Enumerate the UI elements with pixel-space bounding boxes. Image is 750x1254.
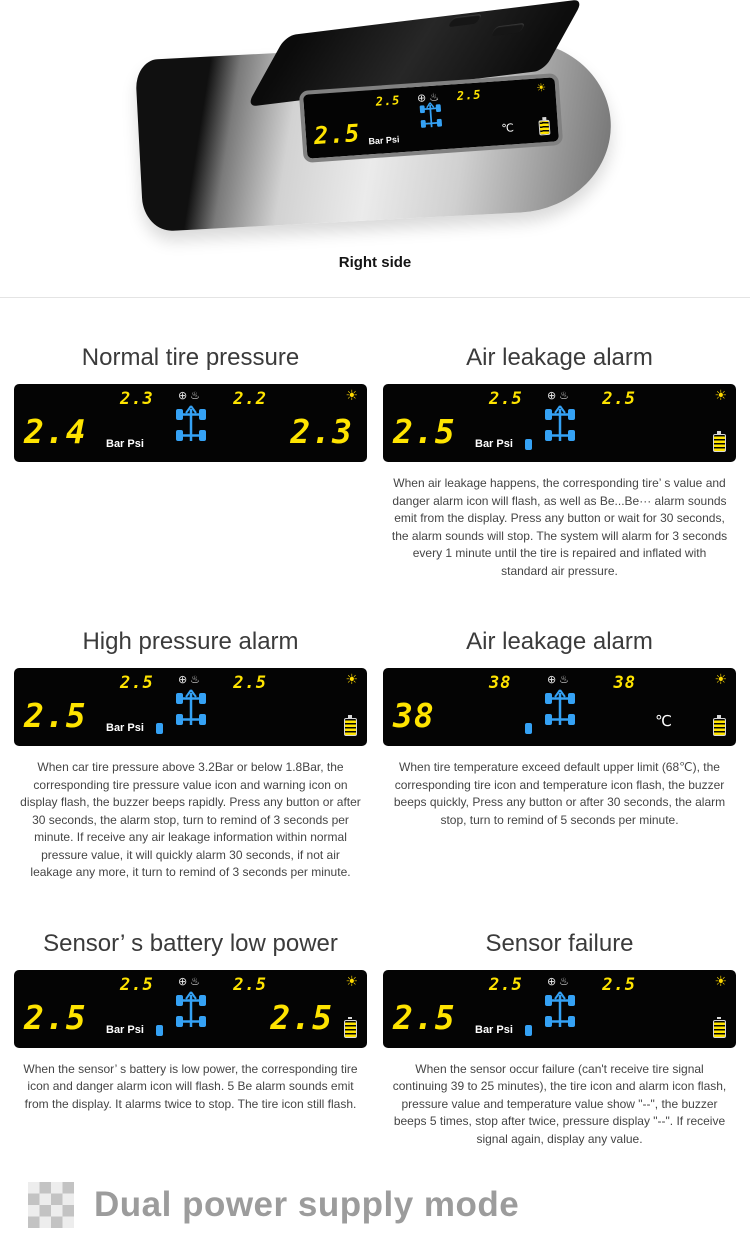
- pressure-value-front-right: 2.3: [290, 412, 353, 451]
- signal-icon: ⊕: [416, 91, 430, 105]
- battery-icon: [713, 718, 726, 736]
- pressure-value-rear-right: 2.2: [233, 389, 267, 409]
- footer: [0, 1148, 750, 1254]
- temperature-value-rear-right: 38: [613, 673, 636, 694]
- alarm-icon: ♨: [559, 673, 573, 687]
- pressure-value-front-left: 2.5: [24, 696, 87, 736]
- pressure-value-front-left: 2.5: [24, 997, 87, 1037]
- feature-description: When the sensor’ s battery is low power, the corresponding tire icon and danger alarm icon will flash. 5 Be alarm sounds emit from the display. It alarms twice to stop. The tire icon still flash.: [23, 1061, 358, 1111]
- feature-high-pressure: [14, 628, 367, 882]
- feature-title: Air leakage alarm: [466, 344, 653, 371]
- tpms-lcd-display: [14, 384, 367, 462]
- feature-sensor-battery-low: [14, 930, 367, 1149]
- pressure-value-rear-left: 2.3: [120, 389, 154, 409]
- sections-grid: [0, 344, 750, 1148]
- checker-icon: [28, 1182, 74, 1228]
- feature-title: Sensor’ s battery low power: [43, 929, 338, 957]
- pressure-value-front-left: 2.4: [24, 412, 87, 451]
- feature-description: When tire temperature exceed default upper limit (68℃), the corresponding tire icon and temperature icon flash, the buzzer beeps quickly, Press any button or after 30 seconds, the alarm stop, turn to remind of 5 seconds per minute.: [393, 760, 726, 827]
- alarm-icon: ♨: [428, 90, 443, 105]
- pressure-value-rear-right: 2.5: [456, 87, 482, 104]
- status-icons: [178, 673, 203, 686]
- unit-label: Bar Psi: [475, 1023, 513, 1036]
- sun-icon: ☀: [345, 672, 358, 689]
- pressure-value-front-left: 2.5: [393, 997, 456, 1037]
- pressure-value-rear-left: 2.5: [489, 389, 523, 409]
- car-chassis-icon: [176, 689, 206, 734]
- pressure-value-rear-left: 2.5: [489, 974, 523, 995]
- alarm-icon: ♨: [559, 389, 573, 402]
- unit-label: Bar Psi: [368, 134, 400, 147]
- device-photo-section: [0, 0, 750, 271]
- feature-description: When the sensor occur failure (can't receive tire signal continuing 39 to 25 minutes), the tire icon and alarm icon flash, pressure value and temperature value show "--", the buzzer beeps 5 times, stop after twice, pressure display "--". If receive signal again, display any value.: [392, 1061, 727, 1146]
- status-icons: [547, 673, 572, 686]
- feature-title: High pressure alarm: [82, 628, 299, 656]
- feature-title: Sensor failure: [485, 929, 634, 957]
- battery-icon: [713, 434, 726, 452]
- signal-icon: ⊕: [546, 673, 560, 687]
- unit-label: Bar Psi: [106, 1023, 144, 1036]
- signal-icon: ⊕: [177, 673, 191, 687]
- pressure-value-rear-right: 2.5: [602, 389, 636, 409]
- feature-description: When air leakage happens, the corresponding tire’ s value and danger alarm icon will flash, as well as Be...Be··· alarm sounds emit from the display. Press any button or wait for 30 seconds, the alarm sounds will stop. The system will alarm for 3 seconds every 1 minute until the tire is repaired and inflated with standard air pressure.: [391, 476, 728, 578]
- tire-indicator-icon: [525, 723, 532, 734]
- unit-label: Bar Psi: [106, 722, 144, 735]
- car-chassis-icon: [176, 405, 206, 450]
- pressure-value-front-right: 2.5: [270, 997, 333, 1037]
- feature-title: Normal tire pressure: [81, 344, 300, 371]
- battery-icon: [344, 718, 357, 736]
- alarm-icon: ♨: [190, 389, 204, 402]
- car-chassis-icon: [419, 101, 443, 135]
- pressure-value-rear-left: 2.5: [375, 93, 401, 109]
- tpms-lcd-display: [14, 668, 367, 746]
- status-icons: [547, 389, 572, 402]
- photo-caption: Right side: [338, 254, 412, 271]
- car-chassis-icon: [176, 991, 206, 1036]
- sun-icon: ☀: [535, 80, 547, 95]
- alarm-icon: ♨: [190, 974, 204, 988]
- sun-icon: ☀: [714, 973, 727, 990]
- sun-icon: ☀: [714, 672, 727, 689]
- tire-indicator-icon: [525, 439, 532, 450]
- feature-sensor-failure: [383, 930, 736, 1149]
- alarm-icon: ♨: [559, 974, 573, 988]
- pressure-value-rear-right: 2.5: [602, 974, 636, 995]
- feature-description: When car tire pressure above 3.2Bar or below 1.8Bar, the corresponding tire pressure value icon and warning icon on display flash, the buzzer beeps rapidly. Press any button or after 30 seconds, the alarm stop, turn to remind of 3 seconds per minute. If receive any air leakage information within normal pressure value, it will quickly alarm 30 seconds, if not air leakage any more, it turn to remind of 3 seconds per minute.: [20, 760, 361, 880]
- sun-icon: ☀: [345, 388, 358, 404]
- temperature-value-front-left: 38: [393, 696, 435, 736]
- pressure-value-rear-right: 2.5: [233, 974, 267, 995]
- device-photo: [135, 16, 615, 228]
- alarm-icon: ♨: [190, 673, 204, 687]
- footer-title: Dual power supply mode: [94, 1185, 520, 1225]
- tire-indicator-icon: [156, 723, 163, 734]
- tpms-lcd-display: [383, 970, 736, 1048]
- signal-icon: ⊕: [546, 974, 560, 988]
- sun-icon: ☀: [714, 388, 727, 404]
- pressure-value-rear-left: 2.5: [120, 673, 154, 694]
- feature-high-temperature: [383, 628, 736, 882]
- tpms-lcd-display: [14, 970, 367, 1048]
- temperature-value-rear-left: 38: [489, 673, 512, 694]
- feature-normal-pressure: [14, 344, 367, 580]
- tpms-lcd-display: [383, 668, 736, 746]
- status-icons: [547, 975, 572, 988]
- pressure-value-rear-left: 2.5: [120, 974, 154, 995]
- car-chassis-icon: [545, 405, 575, 450]
- car-chassis-icon: [545, 689, 575, 734]
- signal-icon: ⊕: [177, 389, 191, 402]
- pressure-value-rear-right: 2.5: [233, 673, 267, 694]
- signal-icon: ⊕: [177, 974, 191, 988]
- divider: [0, 297, 750, 298]
- pressure-value-front-left: 2.5: [313, 119, 362, 151]
- unit-label: Bar Psi: [106, 438, 144, 450]
- temperature-unit-label: ℃: [655, 712, 672, 731]
- battery-icon: [713, 1020, 726, 1038]
- feature-air-leakage: [383, 344, 736, 580]
- battery-icon: [344, 1020, 357, 1038]
- temperature-unit-label: ℃: [501, 121, 515, 136]
- feature-title: Air leakage alarm: [466, 628, 653, 656]
- sun-icon: ☀: [345, 973, 358, 990]
- pressure-value-front-left: 2.5: [393, 412, 456, 451]
- unit-label: Bar Psi: [475, 438, 513, 450]
- signal-icon: ⊕: [546, 389, 560, 402]
- status-icons: [178, 389, 203, 402]
- status-icons: [178, 975, 203, 988]
- tire-indicator-icon: [525, 1025, 532, 1036]
- car-chassis-icon: [545, 991, 575, 1036]
- tpms-lcd-display: [383, 384, 736, 462]
- tire-indicator-icon: [156, 1025, 163, 1036]
- battery-icon: [538, 120, 550, 136]
